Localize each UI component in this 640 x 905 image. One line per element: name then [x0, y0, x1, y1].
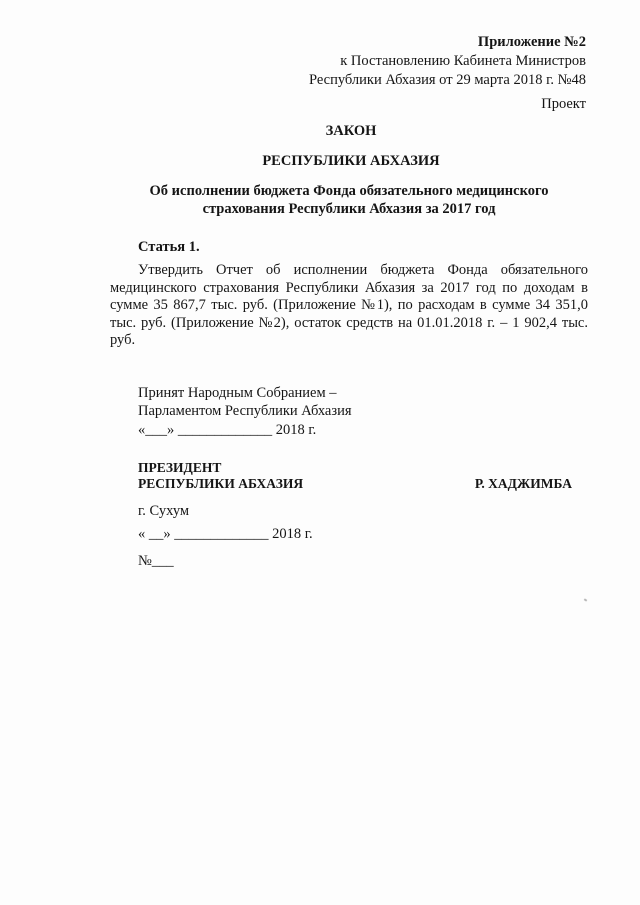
adoption-line-2: Парламентом Республики Абхазия	[138, 403, 352, 419]
law-subject: Об исполнении бюджета Фонда обязательного медицинского страхования Республики Абхазия за 2017 год	[149, 183, 549, 217]
city-line: г. Сухум	[138, 503, 190, 519]
annex-reference-line-1: к Постановлению Кабинета Министров	[340, 53, 586, 69]
scan-speck	[584, 598, 588, 601]
president-title-line-2: РЕСПУБЛИКИ АБХАЗИЯ	[138, 476, 304, 491]
president-name: Р. ХАДЖИМБА	[474, 476, 572, 491]
draft-label: Проект	[541, 96, 586, 112]
law-title: ЗАКОН	[325, 123, 377, 139]
article-heading: Статья 1.	[138, 239, 200, 255]
annex-reference-line-2: Республики Абхазия от 29 марта 2018 г. №48	[308, 72, 586, 88]
annex-title: Приложение №2	[477, 34, 586, 50]
law-republic-title: РЕСПУБЛИКИ АБХАЗИЯ	[262, 153, 440, 169]
president-title-line-1: ПРЕЗИДЕНТ	[138, 460, 222, 475]
article-body: Утвердить Отчет об исполнении бюджета Фонда обязательного медицинского страхования Республики Абхазия за 2017 год по доходам в сумме 35 867,7 тыс. руб. (Приложение №1), по расходам в сумме 34 351,0 тыс. руб. (Приложение №2), остаток средств на 01.01.2018 г. – 1 902,4 тыс. руб.	[110, 262, 588, 349]
adoption-line-1: Принят Народным Собранием –	[138, 385, 337, 401]
document-number-line: №___	[138, 553, 174, 569]
signing-date-line: « __» _____________ 2018 г.	[138, 526, 313, 542]
adoption-date-line: «___» _____________ 2018 г.	[138, 422, 317, 438]
